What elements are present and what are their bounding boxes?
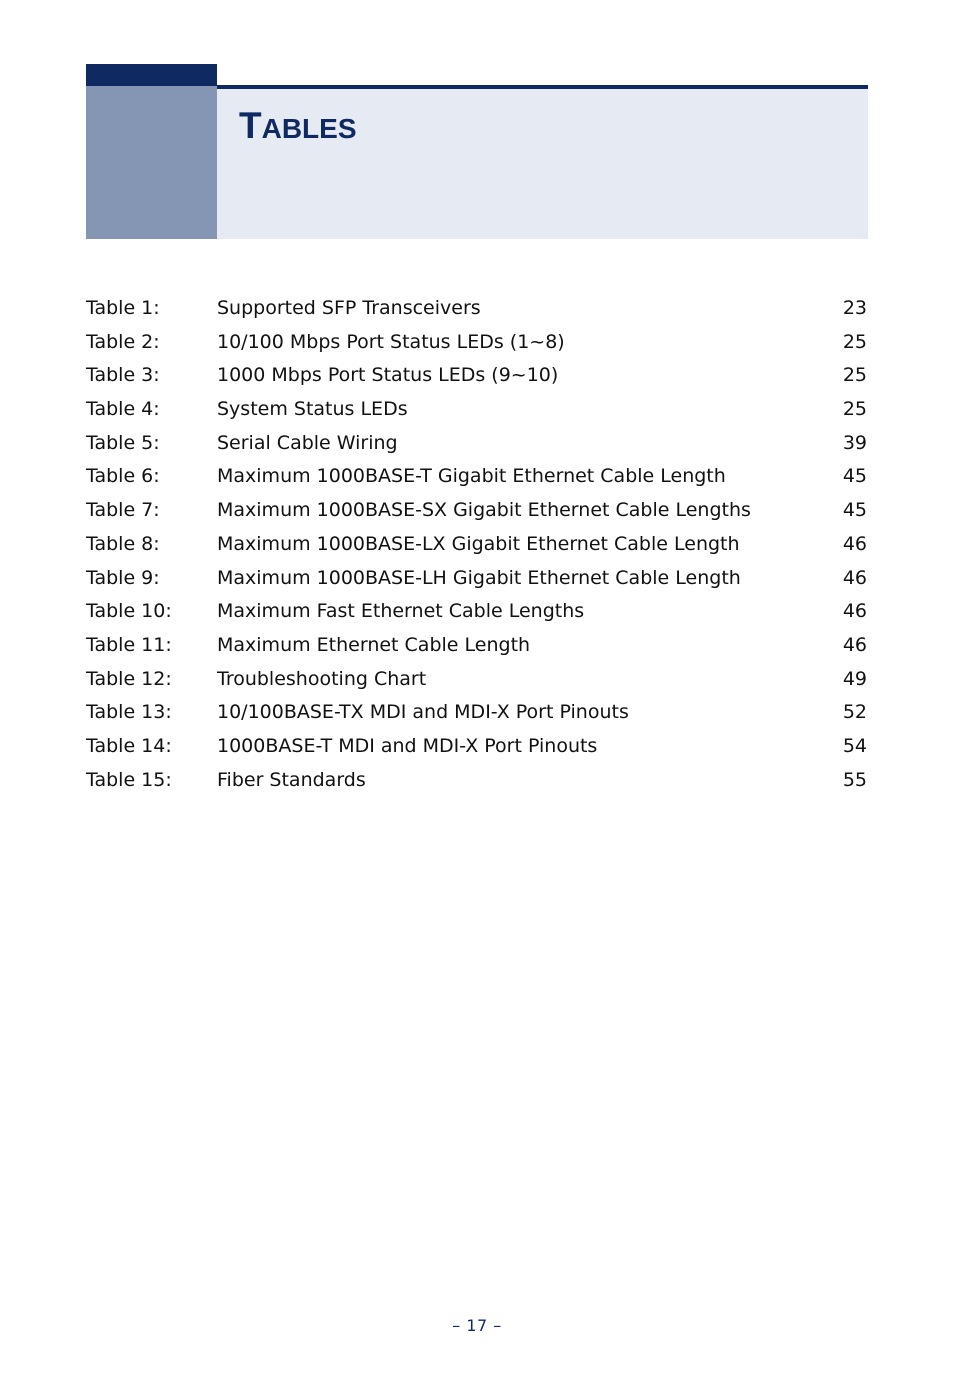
table-number: Table 8: [86,532,160,555]
table-list-item[interactable] [86,427,868,461]
table-list-item[interactable] [86,730,868,764]
table-list-item[interactable] [86,663,868,697]
table-list-item[interactable] [86,393,868,427]
table-title: 1000BASE-T MDI and MDI-X Port Pinouts [217,734,598,757]
table-title: Fiber Standards [217,768,366,791]
table-page-number: 54 [842,734,867,757]
table-title: Maximum 1000BASE-LX Gigabit Ethernet Cable Length [217,532,740,555]
table-list-item[interactable] [86,528,868,562]
table-title: Serial Cable Wiring [217,431,398,454]
table-list-item[interactable] [86,326,868,360]
table-list-item[interactable] [86,359,868,393]
table-page-number: 46 [842,532,867,555]
header-side-block [86,64,217,239]
table-page-number: 46 [842,566,867,589]
table-list-item[interactable] [86,595,868,629]
table-list [86,292,868,797]
table-title: 10/100BASE-TX MDI and MDI-X Port Pinouts [217,701,629,724]
page-title-rest: ABLES [261,113,357,144]
table-page-number: 49 [842,667,867,690]
table-list-item[interactable] [86,292,868,326]
table-number: Table 3: [86,364,160,387]
page-title-initial: T [239,105,262,146]
page-footer-number: – 17 – [452,1316,502,1335]
table-number: Table 1: [86,297,160,319]
table-title: Maximum Ethernet Cable Length [217,633,531,656]
table-page-number: 25 [842,330,867,353]
table-page-number: 25 [842,398,867,421]
table-list-item[interactable] [86,562,868,596]
table-title: Maximum 1000BASE-T Gigabit Ethernet Cable Length [217,465,726,488]
table-page-number: 55 [842,768,867,791]
table-number: Table 7: [86,499,160,522]
header-title-panel [217,85,868,239]
table-list-item[interactable] [86,629,868,663]
table-title: System Status LEDs [217,398,408,421]
table-number: Table 9: [86,566,160,589]
table-page-number: 46 [842,633,867,656]
table-number: Table 13: [86,701,172,724]
table-page-number: 52 [842,701,867,724]
table-list-item[interactable] [86,764,868,798]
table-number: Table 15: [86,768,172,791]
table-title: 1000 Mbps Port Status LEDs (9~10) [217,364,559,387]
table-page-number: 46 [842,600,867,623]
table-page-number: 45 [842,499,867,522]
header-side-block-top-bar [86,64,217,86]
table-title: Maximum Fast Ethernet Cable Lengths [217,600,585,623]
table-page-number: 45 [842,465,867,488]
table-page-number: 23 [842,297,867,319]
table-title: Troubleshooting Chart [217,667,427,690]
table-number: Table 14: [86,734,172,757]
table-number: Table 5: [86,431,160,454]
table-list-item[interactable] [86,494,868,528]
table-page-number: 39 [842,431,867,454]
table-title: Maximum 1000BASE-LH Gigabit Ethernet Cable Length [217,566,741,589]
table-number: Table 2: [86,330,160,353]
table-title: 10/100 Mbps Port Status LEDs (1~8) [217,330,565,353]
table-number: Table 6: [86,465,160,488]
table-page-number: 25 [842,364,867,387]
table-title: Maximum 1000BASE-SX Gigabit Ethernet Cable Lengths [217,499,751,522]
table-number: Table 11: [86,633,172,656]
table-list-item[interactable] [86,460,868,494]
table-number: Table 12: [86,667,172,690]
table-title: Supported SFP Transceivers [217,297,481,319]
table-number: Table 10: [86,600,172,623]
page-title [239,107,357,144]
table-number: Table 4: [86,398,160,421]
table-list-item[interactable] [86,696,868,730]
